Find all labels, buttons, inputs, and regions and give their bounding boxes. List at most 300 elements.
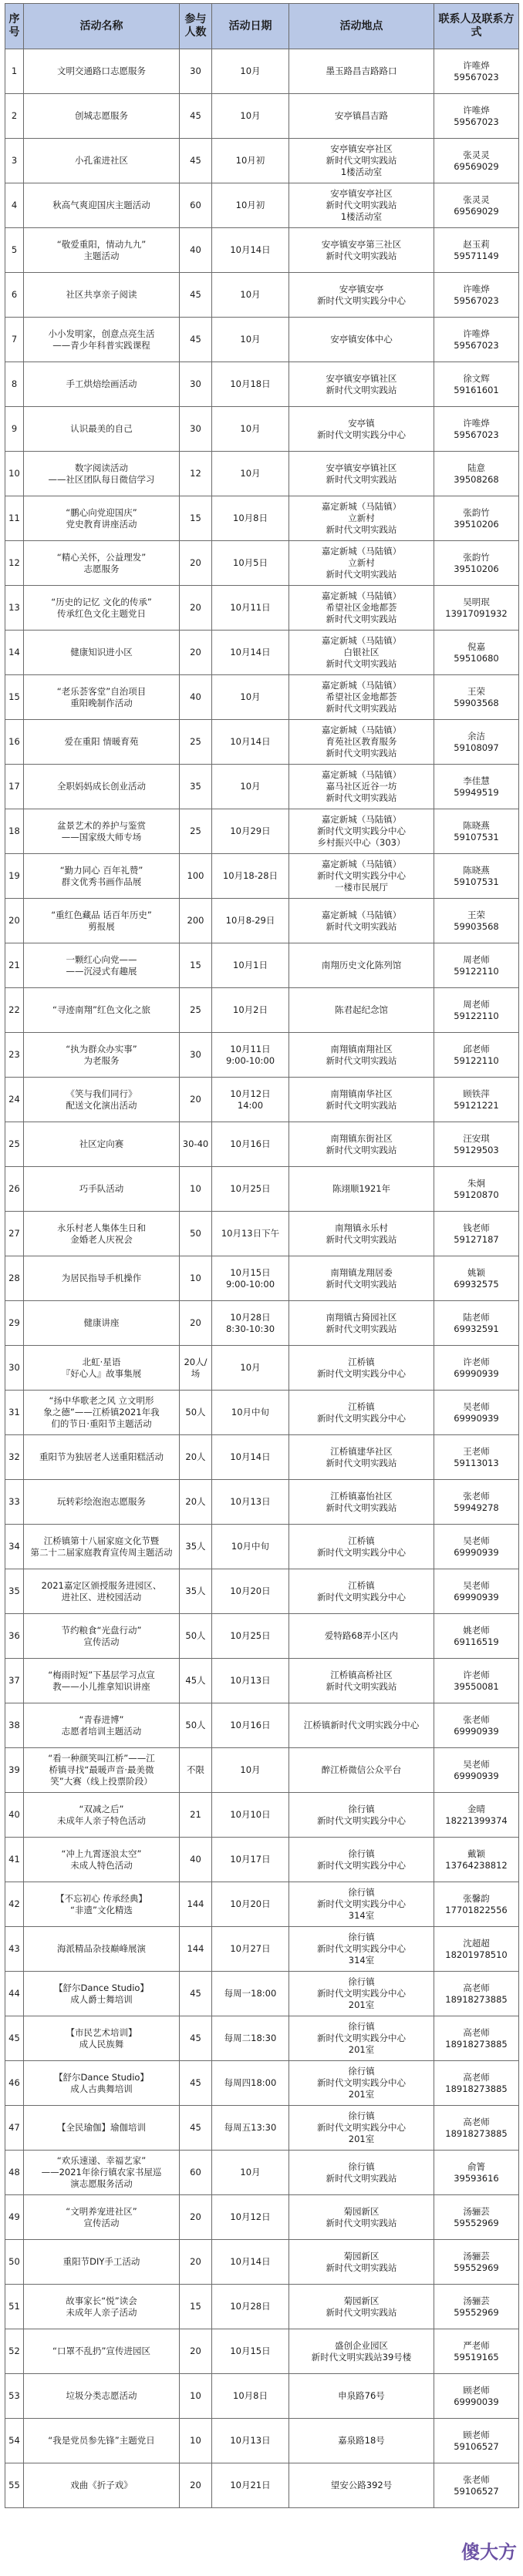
cell-index: 44 xyxy=(5,1972,24,2016)
table-row xyxy=(5,228,519,273)
table-row xyxy=(5,1927,519,1972)
cell-date: 10月20日 xyxy=(212,1569,289,1614)
cell-location: 徐行镇 新时代文明实践分中心 201室 xyxy=(289,2106,434,2151)
cell-participants: 45 xyxy=(180,94,212,139)
cell-participants: 35人 xyxy=(180,1525,212,1569)
cell-participants: 50人 xyxy=(180,1703,212,1748)
cell-activity-name: 手工烘焙绘画活动 xyxy=(24,362,180,407)
cell-date: 10月21日 xyxy=(212,2463,289,2508)
cell-date: 10月25日 xyxy=(212,1614,289,1659)
cell-date: 10月12日 14:00 xyxy=(212,1078,289,1122)
cell-location: 安亭镇安亭第三社区 新时代文明实践站 xyxy=(289,228,434,273)
table-row xyxy=(5,586,519,631)
cell-date: 10月初 xyxy=(212,139,289,183)
header-participants: 参与人数 xyxy=(180,4,212,49)
cell-participants: 45 xyxy=(180,2016,212,2061)
table-row xyxy=(5,943,519,988)
cell-activity-name: “青春进博” 志愿者培训主题活动 xyxy=(24,1703,180,1748)
table-row xyxy=(5,541,519,586)
watermark-logo: 傻大方 xyxy=(461,2541,517,2563)
cell-index: 52 xyxy=(5,2329,24,2374)
cell-location: 徐行镇 新时代文明实践分中心 314室 xyxy=(289,1927,434,1972)
header-location: 活动地点 xyxy=(289,4,434,49)
cell-location: 徐行镇 新时代文明实践站 xyxy=(289,2151,434,2195)
cell-date: 10月20日 xyxy=(212,1882,289,1927)
cell-participants: 20 xyxy=(180,2329,212,2374)
cell-participants: 25 xyxy=(180,809,212,854)
cell-location: 南翔镇龙翔居委 新时代文明实践站 xyxy=(289,1256,434,1301)
table-row xyxy=(5,1972,519,2016)
cell-activity-name: “敬爱重阳，情动九九” 主题活动 xyxy=(24,228,180,273)
cell-index: 11 xyxy=(5,496,24,541)
cell-contact: 张灵灵 69569029 xyxy=(434,139,519,183)
cell-activity-name: 海派精品杂技巅峰展演 xyxy=(24,1927,180,1972)
cell-contact: 徐文辉 59161601 xyxy=(434,362,519,407)
cell-activity-name: “文明养宠进社区” 宣传活动 xyxy=(24,2195,180,2240)
cell-contact: 许唯烨 59567023 xyxy=(434,94,519,139)
cell-location: 菊园新区 新时代文明实践站 xyxy=(289,2195,434,2240)
cell-index: 32 xyxy=(5,1435,24,1480)
table-row xyxy=(5,2240,519,2285)
cell-location: 菊园新区 新时代文明实践站 xyxy=(289,2285,434,2329)
cell-location: 江桥镇 新时代文明实践分中心 xyxy=(289,1525,434,1569)
cell-contact: 陆意 39508268 xyxy=(434,452,519,496)
cell-participants: 30 xyxy=(180,1033,212,1078)
table-row xyxy=(5,2463,519,2508)
cell-activity-name: 一颗红心向党—— ——沉浸式有趣展 xyxy=(24,943,180,988)
cell-index: 48 xyxy=(5,2151,24,2195)
table-row xyxy=(5,1078,519,1122)
cell-index: 26 xyxy=(5,1167,24,1212)
cell-index: 45 xyxy=(5,2016,24,2061)
cell-activity-name: 秋高气爽迎国庆主题活动 xyxy=(24,183,180,228)
cell-activity-name: “冲上九霄逐浪太空” 未成人特色活动 xyxy=(24,1838,180,1882)
table-header-row xyxy=(5,4,519,49)
cell-activity-name: 玩转彩绘泡泡志愿服务 xyxy=(24,1480,180,1525)
cell-date: 10月11日 9:00-10:00 xyxy=(212,1033,289,1078)
cell-index: 37 xyxy=(5,1659,24,1703)
cell-date: 10月14日 xyxy=(212,228,289,273)
cell-location: 徐行镇 新时代文明实践分中心 201室 xyxy=(289,2016,434,2061)
cell-location: 嘉定新城（马陆镇） 立新村 新时代文明实践站 xyxy=(289,541,434,586)
table-row xyxy=(5,1122,519,1167)
cell-location: 醉江桥微信公众平台 xyxy=(289,1748,434,1793)
cell-activity-name: “老乐荟客堂”自治项目 重阳晚制作活动 xyxy=(24,675,180,720)
cell-index: 34 xyxy=(5,1525,24,1569)
cell-date: 10月11日 xyxy=(212,586,289,631)
cell-index: 50 xyxy=(5,2240,24,2285)
cell-date: 10月16日 xyxy=(212,1703,289,1748)
cell-index: 23 xyxy=(5,1033,24,1078)
cell-contact: 高老师 18918273885 xyxy=(434,2061,519,2106)
cell-date: 10月 xyxy=(212,273,289,318)
cell-activity-name: “双减之后” 未成年人亲子特色活动 xyxy=(24,1793,180,1838)
cell-index: 25 xyxy=(5,1122,24,1167)
cell-location: 南翔镇南翔社区 新时代文明实践站 xyxy=(289,1033,434,1078)
cell-participants: 100 xyxy=(180,854,212,899)
cell-activity-name: 全职妈妈成长创业活动 xyxy=(24,765,180,809)
cell-participants: 45 xyxy=(180,2061,212,2106)
table-row xyxy=(5,1659,519,1703)
cell-index: 46 xyxy=(5,2061,24,2106)
cell-date: 10月 xyxy=(212,1346,289,1391)
cell-participants: 20 xyxy=(180,1301,212,1346)
cell-location: 南翔镇东街社区 新时代文明实践站 xyxy=(289,1122,434,1167)
cell-location: 江桥镇 新时代文明实践分中心 xyxy=(289,1391,434,1435)
cell-activity-name: “我是党员参先锋”主题党日 xyxy=(24,2419,180,2463)
cell-contact: 张韵竹 39510206 xyxy=(434,496,519,541)
cell-location: 嘉泉路18号 xyxy=(289,2419,434,2463)
table-row xyxy=(5,2016,519,2061)
cell-participants: 45 xyxy=(180,139,212,183)
cell-location: 嘉定新城（马陆镇） 嘉马社区近谷一坊 新时代文明实践站 xyxy=(289,765,434,809)
cell-location: 嘉定新城（马陆镇） 育苑社区教育服务 新时代文明实践站 xyxy=(289,720,434,765)
cell-contact: 钱老师 59127187 xyxy=(434,1212,519,1256)
table-row xyxy=(5,49,519,94)
cell-index: 1 xyxy=(5,49,24,94)
cell-contact: 张灵灵 69569029 xyxy=(434,183,519,228)
cell-contact: 邱老师 59122110 xyxy=(434,1033,519,1078)
cell-contact: 陈晓燕 59107531 xyxy=(434,809,519,854)
cell-participants: 45 xyxy=(180,273,212,318)
cell-participants: 不限 xyxy=(180,1748,212,1793)
cell-contact: 张老师 59949278 xyxy=(434,1480,519,1525)
cell-activity-name: 【市民艺术培训】 成人民族舞 xyxy=(24,2016,180,2061)
cell-location: 江桥镇 新时代文明实践分中心 xyxy=(289,1569,434,1614)
table-row xyxy=(5,1703,519,1748)
cell-date: 10月15日 9:00-10:00 xyxy=(212,1256,289,1301)
cell-contact: 张韵竹 39510206 xyxy=(434,541,519,586)
cell-location: 安亭镇安亭镇社区 新时代文明实践站 xyxy=(289,452,434,496)
cell-participants: 20 xyxy=(180,586,212,631)
cell-index: 4 xyxy=(5,183,24,228)
cell-index: 43 xyxy=(5,1927,24,1972)
table-row xyxy=(5,1346,519,1391)
cell-activity-name: 小小发明家，创意点亮生活 ——青少年科普实践课程 xyxy=(24,318,180,362)
cell-date: 10月25日 xyxy=(212,1167,289,1212)
cell-date: 10月 xyxy=(212,407,289,452)
cell-date: 10月14日 xyxy=(212,631,289,675)
cell-index: 49 xyxy=(5,2195,24,2240)
table-row xyxy=(5,2195,519,2240)
table-row xyxy=(5,1748,519,1793)
cell-location: 江桥镇新时代文明实践分中心 xyxy=(289,1703,434,1748)
cell-activity-name: 永乐村老人集体生日和 金婚老人庆祝会 xyxy=(24,1212,180,1256)
cell-contact: 陈晓燕 59107531 xyxy=(434,854,519,899)
cell-participants: 10 xyxy=(180,2419,212,2463)
cell-contact: 高老师 18918273885 xyxy=(434,2016,519,2061)
cell-contact: 高老师 18918273885 xyxy=(434,1972,519,2016)
cell-participants: 144 xyxy=(180,1927,212,1972)
cell-activity-name: 创城志愿服务 xyxy=(24,94,180,139)
cell-activity-name: 垃圾分类志愿活动 xyxy=(24,2374,180,2419)
cell-contact: 许唯烨 59567023 xyxy=(434,407,519,452)
cell-activity-name: 数字阅读活动 ——社区团队每日微信学习 xyxy=(24,452,180,496)
cell-index: 5 xyxy=(5,228,24,273)
cell-date: 每周一18:00 xyxy=(212,1972,289,2016)
cell-participants: 10 xyxy=(180,2374,212,2419)
cell-index: 39 xyxy=(5,1748,24,1793)
cell-participants: 40 xyxy=(180,228,212,273)
cell-location: 嘉定新城（马陆镇） 新时代文明实践分中心 乡村振兴中心（303） xyxy=(289,809,434,854)
cell-date: 10月 xyxy=(212,452,289,496)
table-row xyxy=(5,2106,519,2151)
cell-date: 10月14日 xyxy=(212,2240,289,2285)
table-row xyxy=(5,1793,519,1838)
cell-activity-name: 节约粮食“光盘行动” 宣传活动 xyxy=(24,1614,180,1659)
cell-contact: 王老师 59113013 xyxy=(434,1435,519,1480)
cell-activity-name: 社区定向赛 xyxy=(24,1122,180,1167)
cell-participants: 45 xyxy=(180,2106,212,2151)
cell-contact: 高老师 18918273885 xyxy=(434,2106,519,2151)
cell-location: 江桥镇 新时代文明实践分中心 xyxy=(289,1346,434,1391)
cell-activity-name: “寻迹南翔”红色文化之旅 xyxy=(24,988,180,1033)
table-row xyxy=(5,362,519,407)
cell-date: 10月 xyxy=(212,2151,289,2195)
cell-participants: 60 xyxy=(180,2151,212,2195)
cell-index: 3 xyxy=(5,139,24,183)
cell-participants: 20人 xyxy=(180,1435,212,1480)
cell-activity-name: “勤力同心 百年礼赞” 群文优秀书画作品展 xyxy=(24,854,180,899)
table-row xyxy=(5,2374,519,2419)
header-date: 活动日期 xyxy=(212,4,289,49)
cell-index: 7 xyxy=(5,318,24,362)
cell-contact: 倪嘉 59510680 xyxy=(434,631,519,675)
cell-participants: 10 xyxy=(180,1167,212,1212)
table-row xyxy=(5,1391,519,1435)
cell-contact: 姚老师 69116519 xyxy=(434,1614,519,1659)
cell-location: 徐行镇 新时代文明实践分中心 xyxy=(289,1793,434,1838)
cell-location: 江桥镇高桥社区 新时代文明实践站 xyxy=(289,1659,434,1703)
table-row xyxy=(5,1033,519,1078)
cell-participants: 15 xyxy=(180,2285,212,2329)
table-row xyxy=(5,407,519,452)
cell-index: 53 xyxy=(5,2374,24,2419)
table-row xyxy=(5,2151,519,2195)
cell-date: 10月29日 xyxy=(212,809,289,854)
cell-location: 嘉定新城（马陆镇） 立新村 新时代文明实践站 xyxy=(289,496,434,541)
cell-contact: 张老师 59106527 xyxy=(434,2463,519,2508)
cell-activity-name: “精心关怀，公益理发” 志愿服务 xyxy=(24,541,180,586)
cell-contact: 吴老师 69990939 xyxy=(434,1525,519,1569)
cell-location: 嘉定新城（马陆镇） 新时代文明实践分中心 一楼市民展厅 xyxy=(289,854,434,899)
cell-participants: 30-40 xyxy=(180,1122,212,1167)
cell-participants: 20 xyxy=(180,2195,212,2240)
cell-participants: 35人 xyxy=(180,1569,212,1614)
cell-contact: 李佳慧 59949519 xyxy=(434,765,519,809)
cell-location: 江桥镇嘉怡社区 新时代文明实践站 xyxy=(289,1480,434,1525)
cell-date: 10月 xyxy=(212,1748,289,1793)
cell-date: 10月 xyxy=(212,765,289,809)
cell-contact: 顾铁萍 59121221 xyxy=(434,1078,519,1122)
cell-index: 33 xyxy=(5,1480,24,1525)
cell-index: 17 xyxy=(5,765,24,809)
cell-participants: 45人 xyxy=(180,1659,212,1703)
cell-date: 10月中旬 xyxy=(212,1525,289,1569)
header-contact: 联系人及联系方式 xyxy=(434,4,519,49)
cell-contact: 汤骊芸 59552969 xyxy=(434,2240,519,2285)
cell-participants: 200 xyxy=(180,899,212,943)
cell-activity-name: “扬中华歌老之风 立文明形 象之德”——江桥镇2021年我 们的节日·重阳节主题活动 xyxy=(24,1391,180,1435)
cell-location: 安亭镇安亭镇社区 新时代文明实践站 xyxy=(289,362,434,407)
cell-location: 南翔历史文化陈列馆 xyxy=(289,943,434,988)
cell-index: 35 xyxy=(5,1569,24,1614)
table-row xyxy=(5,318,519,362)
cell-contact: 金晴 18221399374 xyxy=(434,1793,519,1838)
cell-index: 38 xyxy=(5,1703,24,1748)
cell-index: 31 xyxy=(5,1391,24,1435)
table-row xyxy=(5,1301,519,1346)
cell-location: 菊园新区 新时代文明实践站 xyxy=(289,2240,434,2285)
cell-participants: 20 xyxy=(180,2240,212,2285)
cell-contact: 王荣 59903568 xyxy=(434,675,519,720)
cell-activity-name: 故事家长“悦”读会 未成年人亲子活动 xyxy=(24,2285,180,2329)
cell-contact: 汪安琪 59129503 xyxy=(434,1122,519,1167)
cell-index: 9 xyxy=(5,407,24,452)
cell-participants: 21 xyxy=(180,1793,212,1838)
cell-contact: 吴老师 69990939 xyxy=(434,1391,519,1435)
cell-date: 10月5日 xyxy=(212,541,289,586)
table-row xyxy=(5,809,519,854)
cell-contact: 许唯烨 59567023 xyxy=(434,273,519,318)
table-row xyxy=(5,1525,519,1569)
cell-contact: 俞箐 39593616 xyxy=(434,2151,519,2195)
table-row xyxy=(5,496,519,541)
cell-index: 22 xyxy=(5,988,24,1033)
header-activity-name: 活动名称 xyxy=(24,4,180,49)
table-row xyxy=(5,273,519,318)
cell-location: 安亭镇安体中心 xyxy=(289,318,434,362)
cell-date: 10月8-29日 xyxy=(212,899,289,943)
cell-date: 10月13日下午 xyxy=(212,1212,289,1256)
cell-index: 51 xyxy=(5,2285,24,2329)
cell-participants: 15 xyxy=(180,496,212,541)
cell-date: 10月13日 xyxy=(212,1659,289,1703)
cell-activity-name: 社区共享亲子阅读 xyxy=(24,273,180,318)
cell-date: 10月初 xyxy=(212,183,289,228)
cell-contact: 朱炯 59120870 xyxy=(434,1167,519,1212)
cell-index: 28 xyxy=(5,1256,24,1301)
cell-contact: 沈超超 18201978510 xyxy=(434,1927,519,1972)
cell-contact: 张馨韵 17701822556 xyxy=(434,1882,519,1927)
cell-activity-name: “鹏心向党迎国庆” 党史教育讲座活动 xyxy=(24,496,180,541)
cell-activity-name: 【不忘初心 传承经典】 “非遗”文化精选 xyxy=(24,1882,180,1927)
cell-date: 10月 xyxy=(212,94,289,139)
cell-contact: 许唯烨 59567023 xyxy=(434,318,519,362)
cell-participants: 12 xyxy=(180,452,212,496)
cell-location: 嘉定新城（马陆镇） 希望社区金地都荟 新时代文明实践站 xyxy=(289,675,434,720)
cell-activity-name: 盆景艺术的养护与鉴赏 ——国家级大师专场 xyxy=(24,809,180,854)
cell-location: 徐行镇 新时代文明实践分中心 314室 xyxy=(289,1882,434,1927)
table-body xyxy=(5,49,519,2508)
cell-activity-name: 北虹·星语 『好心人』故事集展 xyxy=(24,1346,180,1391)
cell-contact: 吴老师 69990939 xyxy=(434,1569,519,1614)
cell-index: 27 xyxy=(5,1212,24,1256)
cell-location: 南翔镇永乐村 新时代文明实践站 xyxy=(289,1212,434,1256)
table-row xyxy=(5,452,519,496)
cell-participants: 20人 xyxy=(180,1480,212,1525)
cell-date: 每周二18:30 xyxy=(212,2016,289,2061)
activity-table xyxy=(5,3,519,2508)
cell-index: 24 xyxy=(5,1078,24,1122)
cell-index: 36 xyxy=(5,1614,24,1659)
cell-participants: 20人/场 xyxy=(180,1346,212,1391)
table-row xyxy=(5,1256,519,1301)
cell-activity-name: 巧手队活动 xyxy=(24,1167,180,1212)
cell-participants: 30 xyxy=(180,49,212,94)
cell-location: 陈君起纪念馆 xyxy=(289,988,434,1033)
table-row xyxy=(5,183,519,228)
cell-activity-name: 文明交通路口志愿服务 xyxy=(24,49,180,94)
cell-contact: 陆老师 69932591 xyxy=(434,1301,519,1346)
cell-date: 10月 xyxy=(212,49,289,94)
cell-location: 江桥镇建华社区 新时代文明实践站 xyxy=(289,1435,434,1480)
cell-date: 10月8日 xyxy=(212,496,289,541)
cell-location: 安亭镇安亭社区 新时代文明实践站 1楼活动室 xyxy=(289,183,434,228)
cell-date: 10月14日 xyxy=(212,720,289,765)
cell-date: 10月18-28日 xyxy=(212,854,289,899)
table-row xyxy=(5,899,519,943)
cell-contact: 王荣 59903568 xyxy=(434,899,519,943)
cell-contact: 汤骊芸 59552969 xyxy=(434,2195,519,2240)
cell-index: 40 xyxy=(5,1793,24,1838)
cell-contact: 张老师 69990939 xyxy=(434,1703,519,1748)
cell-location: 徐行镇 新时代文明实践分中心 xyxy=(289,1838,434,1882)
cell-location: 南翔镇古猗园社区 新时代文明实践站 xyxy=(289,1301,434,1346)
cell-contact: 周老师 59122110 xyxy=(434,943,519,988)
cell-date: 10月28日 xyxy=(212,2285,289,2329)
cell-participants: 60 xyxy=(180,183,212,228)
cell-location: 爱特路68弄小区内 xyxy=(289,1614,434,1659)
cell-index: 55 xyxy=(5,2463,24,2508)
cell-index: 8 xyxy=(5,362,24,407)
cell-date: 10月1日 xyxy=(212,943,289,988)
table-row xyxy=(5,988,519,1033)
cell-contact: 戴颖 13764238812 xyxy=(434,1838,519,1882)
cell-activity-name: 戏曲《折子戏》 xyxy=(24,2463,180,2508)
cell-activity-name: “欢乐速递、幸福艺家” ——2021年徐行镇农家书屋巡 演志愿服务活动 xyxy=(24,2151,180,2195)
cell-participants: 45 xyxy=(180,318,212,362)
cell-location: 安亭镇安亭 新时代文明实践分中心 xyxy=(289,273,434,318)
header-index: 序号 xyxy=(5,4,24,49)
cell-participants: 40 xyxy=(180,1838,212,1882)
cell-date: 10月 xyxy=(212,318,289,362)
cell-activity-name: 2021嘉定区颁授服务进园区、 进社区、进校园活动 xyxy=(24,1569,180,1614)
cell-index: 6 xyxy=(5,273,24,318)
table-row xyxy=(5,2285,519,2329)
cell-location: 墨玉路昌吉路路口 xyxy=(289,49,434,94)
cell-index: 19 xyxy=(5,854,24,899)
cell-index: 2 xyxy=(5,94,24,139)
cell-activity-name: 为居民指导手机操作 xyxy=(24,1256,180,1301)
cell-activity-name: 认识最美的自己 xyxy=(24,407,180,452)
cell-date: 10月28日 8:30-10:30 xyxy=(212,1301,289,1346)
cell-participants: 50人 xyxy=(180,1614,212,1659)
cell-date: 10月18日 xyxy=(212,362,289,407)
cell-activity-name: 健康知识进小区 xyxy=(24,631,180,675)
cell-activity-name: 【舒尔Dance Studio】 成人古典舞培训 xyxy=(24,2061,180,2106)
cell-activity-name: “重红色藏品 话百年历史” 剪报展 xyxy=(24,899,180,943)
cell-contact: 周老师 59122110 xyxy=(434,988,519,1033)
cell-contact: 许唯烨 59567023 xyxy=(434,49,519,94)
cell-date: 10月13日 xyxy=(212,2419,289,2463)
cell-activity-name: “梅雨时短”下基层学习点宣 教——小儿推拿知识讲座 xyxy=(24,1659,180,1703)
cell-activity-name: 小孔雀进社区 xyxy=(24,139,180,183)
cell-participants: 30 xyxy=(180,362,212,407)
cell-contact: 许老师 39550081 xyxy=(434,1659,519,1703)
cell-index: 18 xyxy=(5,809,24,854)
cell-index: 13 xyxy=(5,586,24,631)
